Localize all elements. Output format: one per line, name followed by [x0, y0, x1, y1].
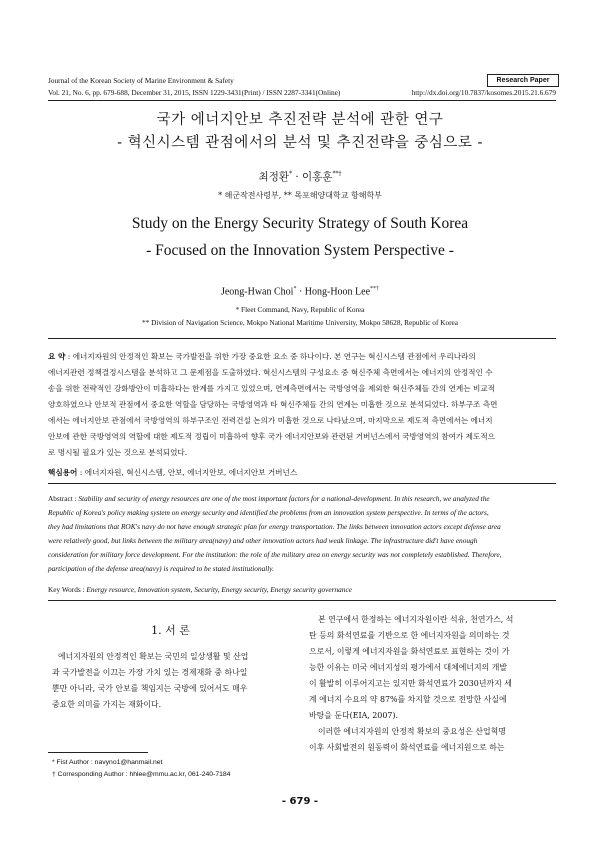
intro-right-line: 계 에너지 수요의 약 87%를 차지할 것으로 전망한 사실에 — [309, 695, 507, 704]
author1-en-mark: * — [293, 286, 297, 292]
author2-kr: 이홍훈 — [302, 171, 333, 183]
keywords-en — [48, 585, 556, 594]
abstract-en-line: were relatively good, but links between the military area(navy) and other innovation actors had weak linkage. The infrastructure did't have enough — [48, 536, 478, 545]
intro-right-line: 능한 이유는 미국 에너지성의 평가에서 대체에너지의 개발 — [309, 663, 507, 672]
author2-en: Hong-Hoon Lee — [304, 286, 371, 298]
abstract-en-label: Abstract : — [48, 494, 79, 503]
keywords-en-text: Energy resource, Innovation system, Security, Energy security, Energy security governance — [86, 585, 352, 594]
footnote-corresponding: † Corresponding Author : hhlee@mmu.ac.kr, 061-240-7184 — [52, 771, 231, 778]
header-rule — [48, 100, 556, 101]
authors-kr — [0, 169, 600, 184]
abstract-mid-rule — [48, 483, 556, 484]
abstract-kr-line: 양호하였으나 안보적 관점에서 중요한 역할을 담당하는 국방영역과 타 혁신주체들 간의 연계는 미흡한 것으로 분석되었다. 하부구조 측면 — [48, 400, 498, 409]
author2-en-mark: **† — [370, 286, 380, 292]
keywords-kr — [48, 467, 556, 478]
intro-right-line: 바탕을 둔다(EIA, 2007). — [309, 711, 398, 720]
affiliation-en-line2: ** Division of Navigation Science, Mokpo National Maritime University, Mokpo 58628, Republic of Korea — [141, 318, 459, 327]
abstract-kr-label: 요 약 — [48, 352, 66, 361]
abstract-en-line: consideration for military force development. For the institution: the role of the military area on energy security was not completely established. Therefore, — [48, 550, 502, 559]
author-separator: · — [291, 171, 302, 183]
author1-en: Jeong-Hwan Choi — [220, 286, 294, 298]
title-en-line2: - Focused on the Innovation System Perspective - — [146, 242, 454, 259]
abstract-en-line: they had limitations that ROK's navy do not have enough strategic plan for energy transportation. The links between innovation actors except defense area — [48, 522, 501, 531]
abstract-en-line: Abstract : Stability and security of energy resources are one of the most important factors for a national-development. In this research, we analyzed the — [48, 494, 490, 503]
affiliation-en-line1: * Fleet Command, Navy, Republic of Korea — [235, 305, 365, 314]
title-kr-line2: - 혁신시스템 관점에서의 분석 및 추진전략을 중심으로 - — [117, 135, 483, 151]
section-title: 1. 서 론 — [151, 624, 190, 637]
authors-en — [0, 286, 600, 297]
abstract-top-rule — [48, 338, 556, 339]
abstract-kr-line — [48, 351, 556, 362]
abstract-en-line: Republic of Korea's policy making system on energy security and identified the problems from an innovation system perspective. In terms of the actors, — [48, 508, 489, 517]
intro-right-line: 탄 등의 화석연료를 기반으로 한 에너지자원을 의미하는 것 — [309, 631, 510, 640]
abstract-en-line: participation of the defense area(navy) is required to be stated institutionally. — [48, 564, 274, 573]
footnote-rule — [48, 752, 148, 753]
intro-right-line: 이러한 에너지자원의 안정적 확보의 중요성은 산업혁명 — [318, 727, 506, 736]
abstract-kr-line: 안보에 관한 국방영역의 역할에 대한 제도적 정립이 미흡하여 향후 국가 에너지안보와 관련된 거버넌스에서 국방영역의 참여가 제도적으 — [48, 432, 495, 441]
intro-right-line: 이 활발히 이루어지고는 있지만 화석연료가 2030년까지 세 — [309, 679, 512, 688]
intro-left-line: 과 국가발전을 이끄는 가장 가치 있는 경제재화 중 하나일 — [52, 668, 248, 677]
title-en-line1: Study on the Energy Security Strategy of South Korea — [131, 215, 469, 232]
footnote-first-author: * Fist Author : navyno1@hanmail.net — [52, 759, 163, 766]
journal-name: Journal of the Korean Society of Marine Environment & Safety — [48, 76, 234, 85]
author1-kr-mark: * — [288, 170, 292, 178]
abstract-bottom-rule — [48, 600, 556, 601]
abstract-kr-line: 로 명시될 필요가 있는 것으로 분석되었다. — [48, 448, 188, 457]
intro-left-line: 뿐만 아니라, 국가 안보를 책임지는 국방에 있어서도 매우 — [52, 684, 248, 693]
volume-info: Vol. 21, No. 6, pp. 679-688, December 31, 2015, ISSN 1229-3431(Print) / ISSN 2287-3341(Online) — [48, 88, 341, 97]
keywords-en-label: Key Words : — [48, 585, 87, 594]
author1-kr: 최정환 — [258, 171, 289, 183]
intro-right-line: 이후 사회발전의 원동력이 화석연료를 에너지원으로 하는 — [309, 743, 505, 752]
author-separator-en: · — [296, 286, 305, 298]
abstract-kr-line: 송을 위한 전략적인 강화방안이 미흡하다는 한계를 가지고 있었으며, 연계측면에서는 국방영역을 제외한 혁신주체들 간의 연계는 비교적 — [48, 384, 495, 393]
abstract-kr-line: 에서는 에너지안보 관점에서 국방영역의 하부구조인 전력건설 논의가 미흡한 것으로 나타났으며, 마지막으로 제도적 측면에서는 에너지 — [48, 416, 493, 425]
intro-right-line: 본 연구에서 한정하는 에너지자원이란 석유, 천연가스, 석 — [318, 615, 514, 624]
intro-right-line: 으로서, 이렇게 에너지자원을 화석연료로 표현하는 것이 가 — [309, 647, 510, 656]
affiliation-kr: * 해군작전사령부, ** 목포해양대학교 항해학부 — [218, 191, 382, 200]
abstract-kr-line: 에너지관련 정책결정시스템을 분석하고 그 문제점을 도출하였다. 혁신시스템의 구성요소 중 혁신주체 측면에서는 에너지의 안정적인 수 — [48, 368, 493, 377]
title-kr-line1: 국가 에너지안보 추진전략 분석에 관한 연구 — [156, 112, 444, 128]
keywords-kr-label: 핵심용어 — [48, 468, 78, 477]
research-paper-badge: Research Paper — [487, 74, 559, 87]
doi-link[interactable]: http://dx.doi.org/10.7837/kosomes.2015.21.6.679 — [411, 88, 556, 97]
intro-left-line: 에너지자원의 안정적인 확보는 국민의 일상생활 및 산업 — [58, 652, 249, 661]
keywords-kr-text: : 에너지자원, 혁신시스템, 안보, 에너지안보, 에너지안보 거버넌스 — [77, 468, 298, 477]
page-number: - 679 - — [281, 796, 319, 807]
intro-left-line: 중요한 의미를 가지는 재화이다. — [52, 700, 162, 709]
abstract-kr-first-text: : 에너지자원의 안정적인 확보는 국가발전을 위한 가장 중요한 요소 중 하나이다. 본 연구는 혁신시스템 관점에서 우리나라의 — [65, 352, 476, 361]
author2-kr-mark: **† — [332, 170, 342, 178]
